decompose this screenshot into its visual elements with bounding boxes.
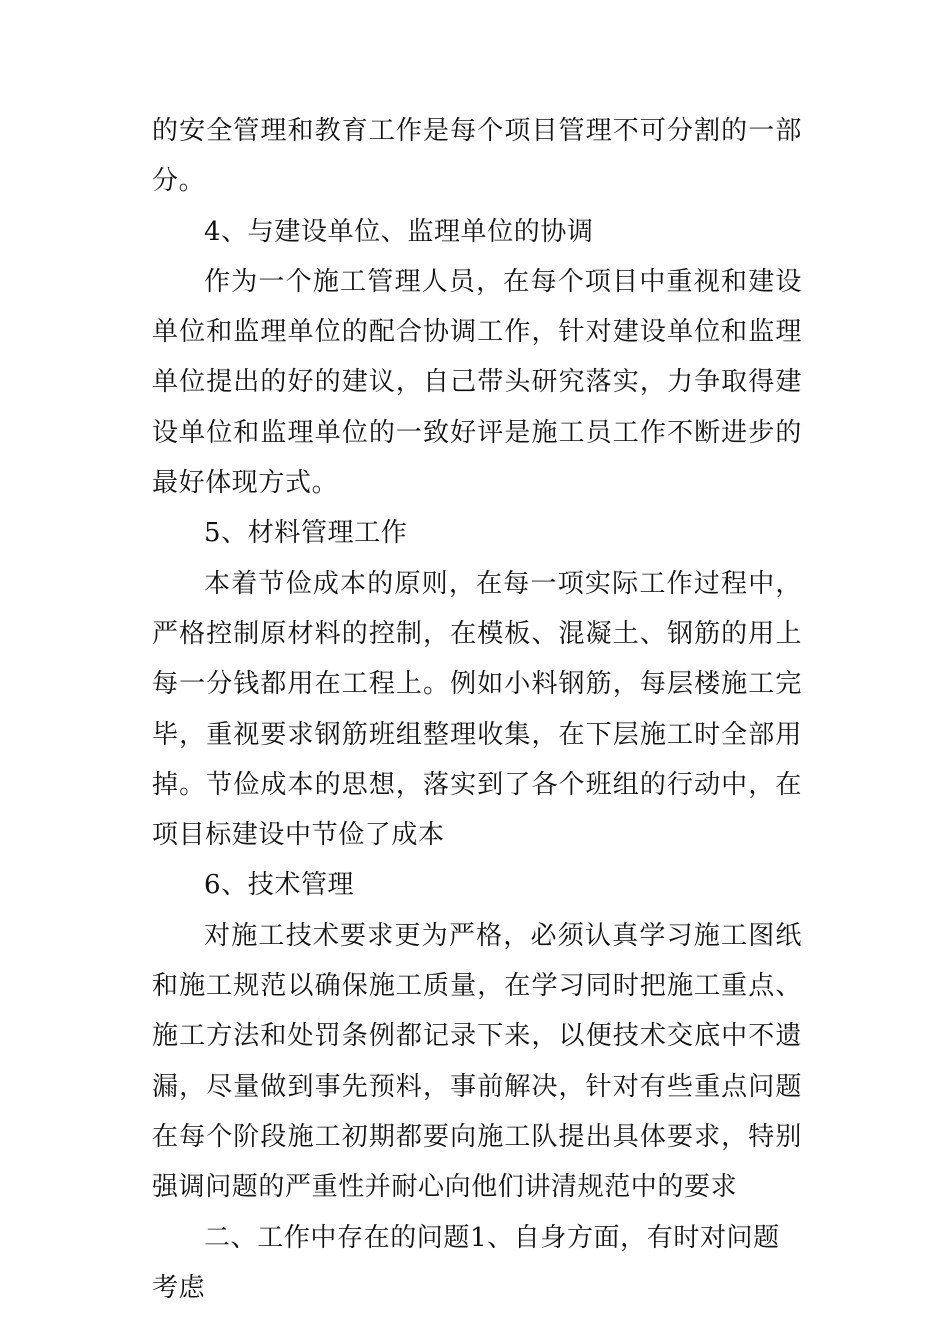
paragraph-continuation: 的安全管理和教育工作是每个项目管理不可分割的一部分。 bbox=[152, 116, 802, 197]
section-heading-coordination: 4、与建设单位、监理单位的协调 bbox=[204, 216, 594, 247]
section-heading-materials: 5、材料管理工作 bbox=[204, 518, 408, 549]
paragraph-problems: 二、工作中存在的问题1、自身方面，有时对问题考虑 bbox=[152, 1222, 780, 1303]
paragraph-materials: 本着节俭成本的原则，在每一项实际工作过程中，严格控制原材料的控制，在模板、混凝土、钢筋的用上每一分钱都用在工程上。例如小料钢筋，每层楼施工完毕，重视要求钢筋班组整理收集，在下层施工时全部用掉。节俭成本的思想，落实到了各个班组的行动中，在项目标建设中节俭了成本 bbox=[152, 568, 802, 851]
section-heading-technical: 6、技术管理 bbox=[204, 870, 355, 901]
paragraph-coordination: 作为一个施工管理人员，在每个项目中重视和建设单位和监理单位的配合协调工作，针对建设单位和监理单位提出的好的建议，自己带头研究落实，力争取得建设单位和监理单位的一致好评是施工员工作不断进步的最好体现方式。 bbox=[152, 266, 802, 499]
document-body bbox=[152, 106, 802, 1313]
paragraph-technical: 对施工技术要求更为严格，必须认真学习施工图纸和施工规范以确保施工质量，在学习同时把施工重点、施工方法和处罚条例都记录下来，以便技术交底中不遗漏，尽量做到事先预料，事前解决，针对有些重点问题在每个阶段施工初期都要向施工队提出具体要求，特别强调问题的严重性并耐心向他们讲清规范中的要求 bbox=[152, 920, 802, 1203]
